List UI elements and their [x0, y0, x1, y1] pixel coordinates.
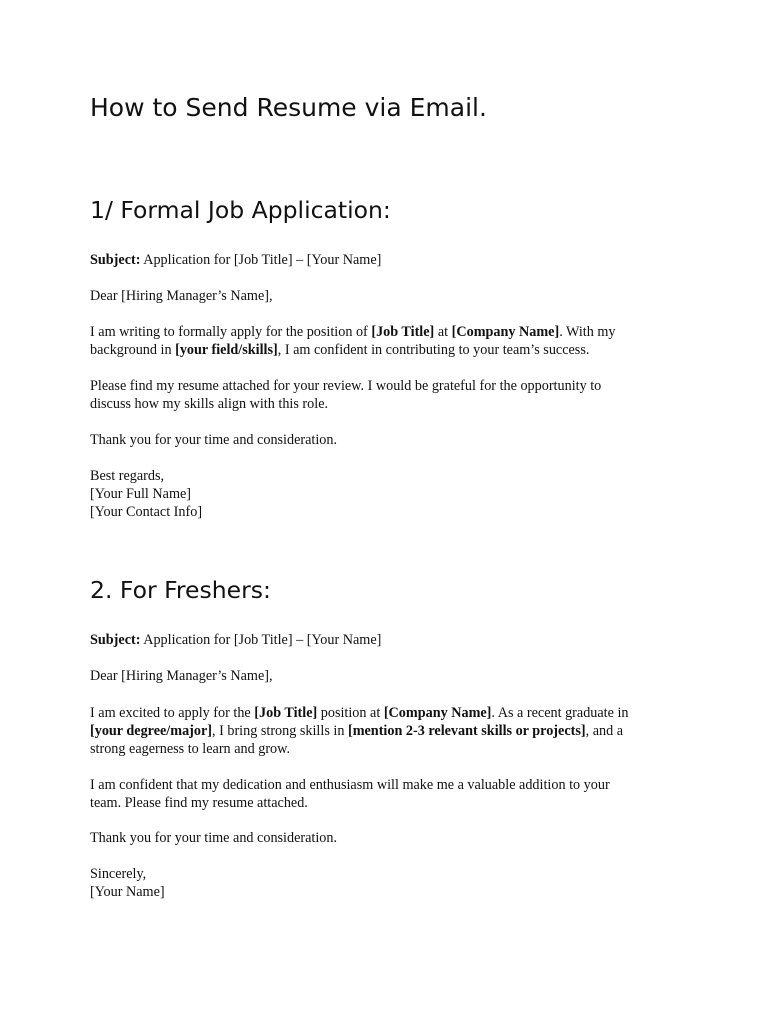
greeting [90, 667, 690, 685]
placeholder-bold: [Job Title] [371, 324, 435, 340]
text-run: , and a [585, 723, 624, 739]
section-heading-formal: 1/ Formal Job Application: [90, 196, 391, 224]
closing: Best regards, [90, 468, 165, 484]
subject-label: Subject: [90, 252, 141, 268]
placeholder-bold: [mention 2-3 relevant skills or projects] [347, 723, 586, 739]
text-line: discuss how my skills align with this role. [90, 396, 329, 412]
text-run: I am writing to formally apply for the position of [90, 324, 372, 340]
text-run: background in [90, 342, 176, 358]
paragraph [90, 776, 690, 812]
text-run: at [434, 324, 452, 340]
paragraph [90, 431, 690, 449]
placeholder-bold: [Job Title] [254, 705, 318, 721]
signature-block [90, 467, 690, 521]
paragraph [90, 829, 690, 847]
signature-name: [Your Full Name] [90, 486, 192, 502]
signature-block [90, 865, 690, 901]
paragraph [90, 323, 690, 359]
paragraph [90, 377, 690, 413]
greeting [90, 287, 690, 305]
placeholder-bold: [Company Name] [451, 324, 560, 340]
text-run: . With my [559, 324, 616, 340]
greeting-text: Dear [Hiring Manager’s Name], [90, 288, 273, 304]
placeholder-bold: [Company Name] [383, 705, 492, 721]
text-run: , I am confident in contributing to your team’s success. [277, 342, 590, 358]
placeholder-bold: [your degree/major] [90, 723, 212, 739]
text-line: Thank you for your time and consideration. [90, 432, 338, 448]
text-run: I am excited to apply for the [90, 705, 255, 721]
text-line: Thank you for your time and consideration. [90, 830, 338, 846]
text-line: strong eagerness to learn and grow. [90, 741, 291, 757]
subject-label: Subject: [90, 632, 141, 648]
closing: Sincerely, [90, 866, 147, 882]
subject-line [90, 251, 690, 269]
placeholder-bold: [your field/skills] [175, 342, 278, 358]
text-line: team. Please find my resume attached. [90, 795, 308, 811]
text-run: position at [317, 705, 384, 721]
subject-line [90, 631, 690, 649]
signature-name: [Your Name] [90, 884, 165, 900]
text-run: , I bring strong skills in [212, 723, 348, 739]
text-run: . As a recent graduate in [491, 705, 629, 721]
document-title: How to Send Resume via Email. [90, 93, 487, 122]
text-line: I am confident that my dedication and enthusiasm will make me a valuable addition to your [90, 777, 610, 793]
subject-text: Application for [Job Title] – [Your Name] [140, 632, 382, 648]
text-line: Please find my resume attached for your review. I would be grateful for the opportunity to [90, 378, 602, 394]
greeting-text: Dear [Hiring Manager’s Name], [90, 668, 273, 684]
signature-contact: [Your Contact Info] [90, 504, 203, 520]
paragraph [90, 704, 690, 758]
section-heading-freshers: 2. For Freshers: [90, 576, 271, 604]
subject-text: Application for [Job Title] – [Your Name] [140, 252, 382, 268]
